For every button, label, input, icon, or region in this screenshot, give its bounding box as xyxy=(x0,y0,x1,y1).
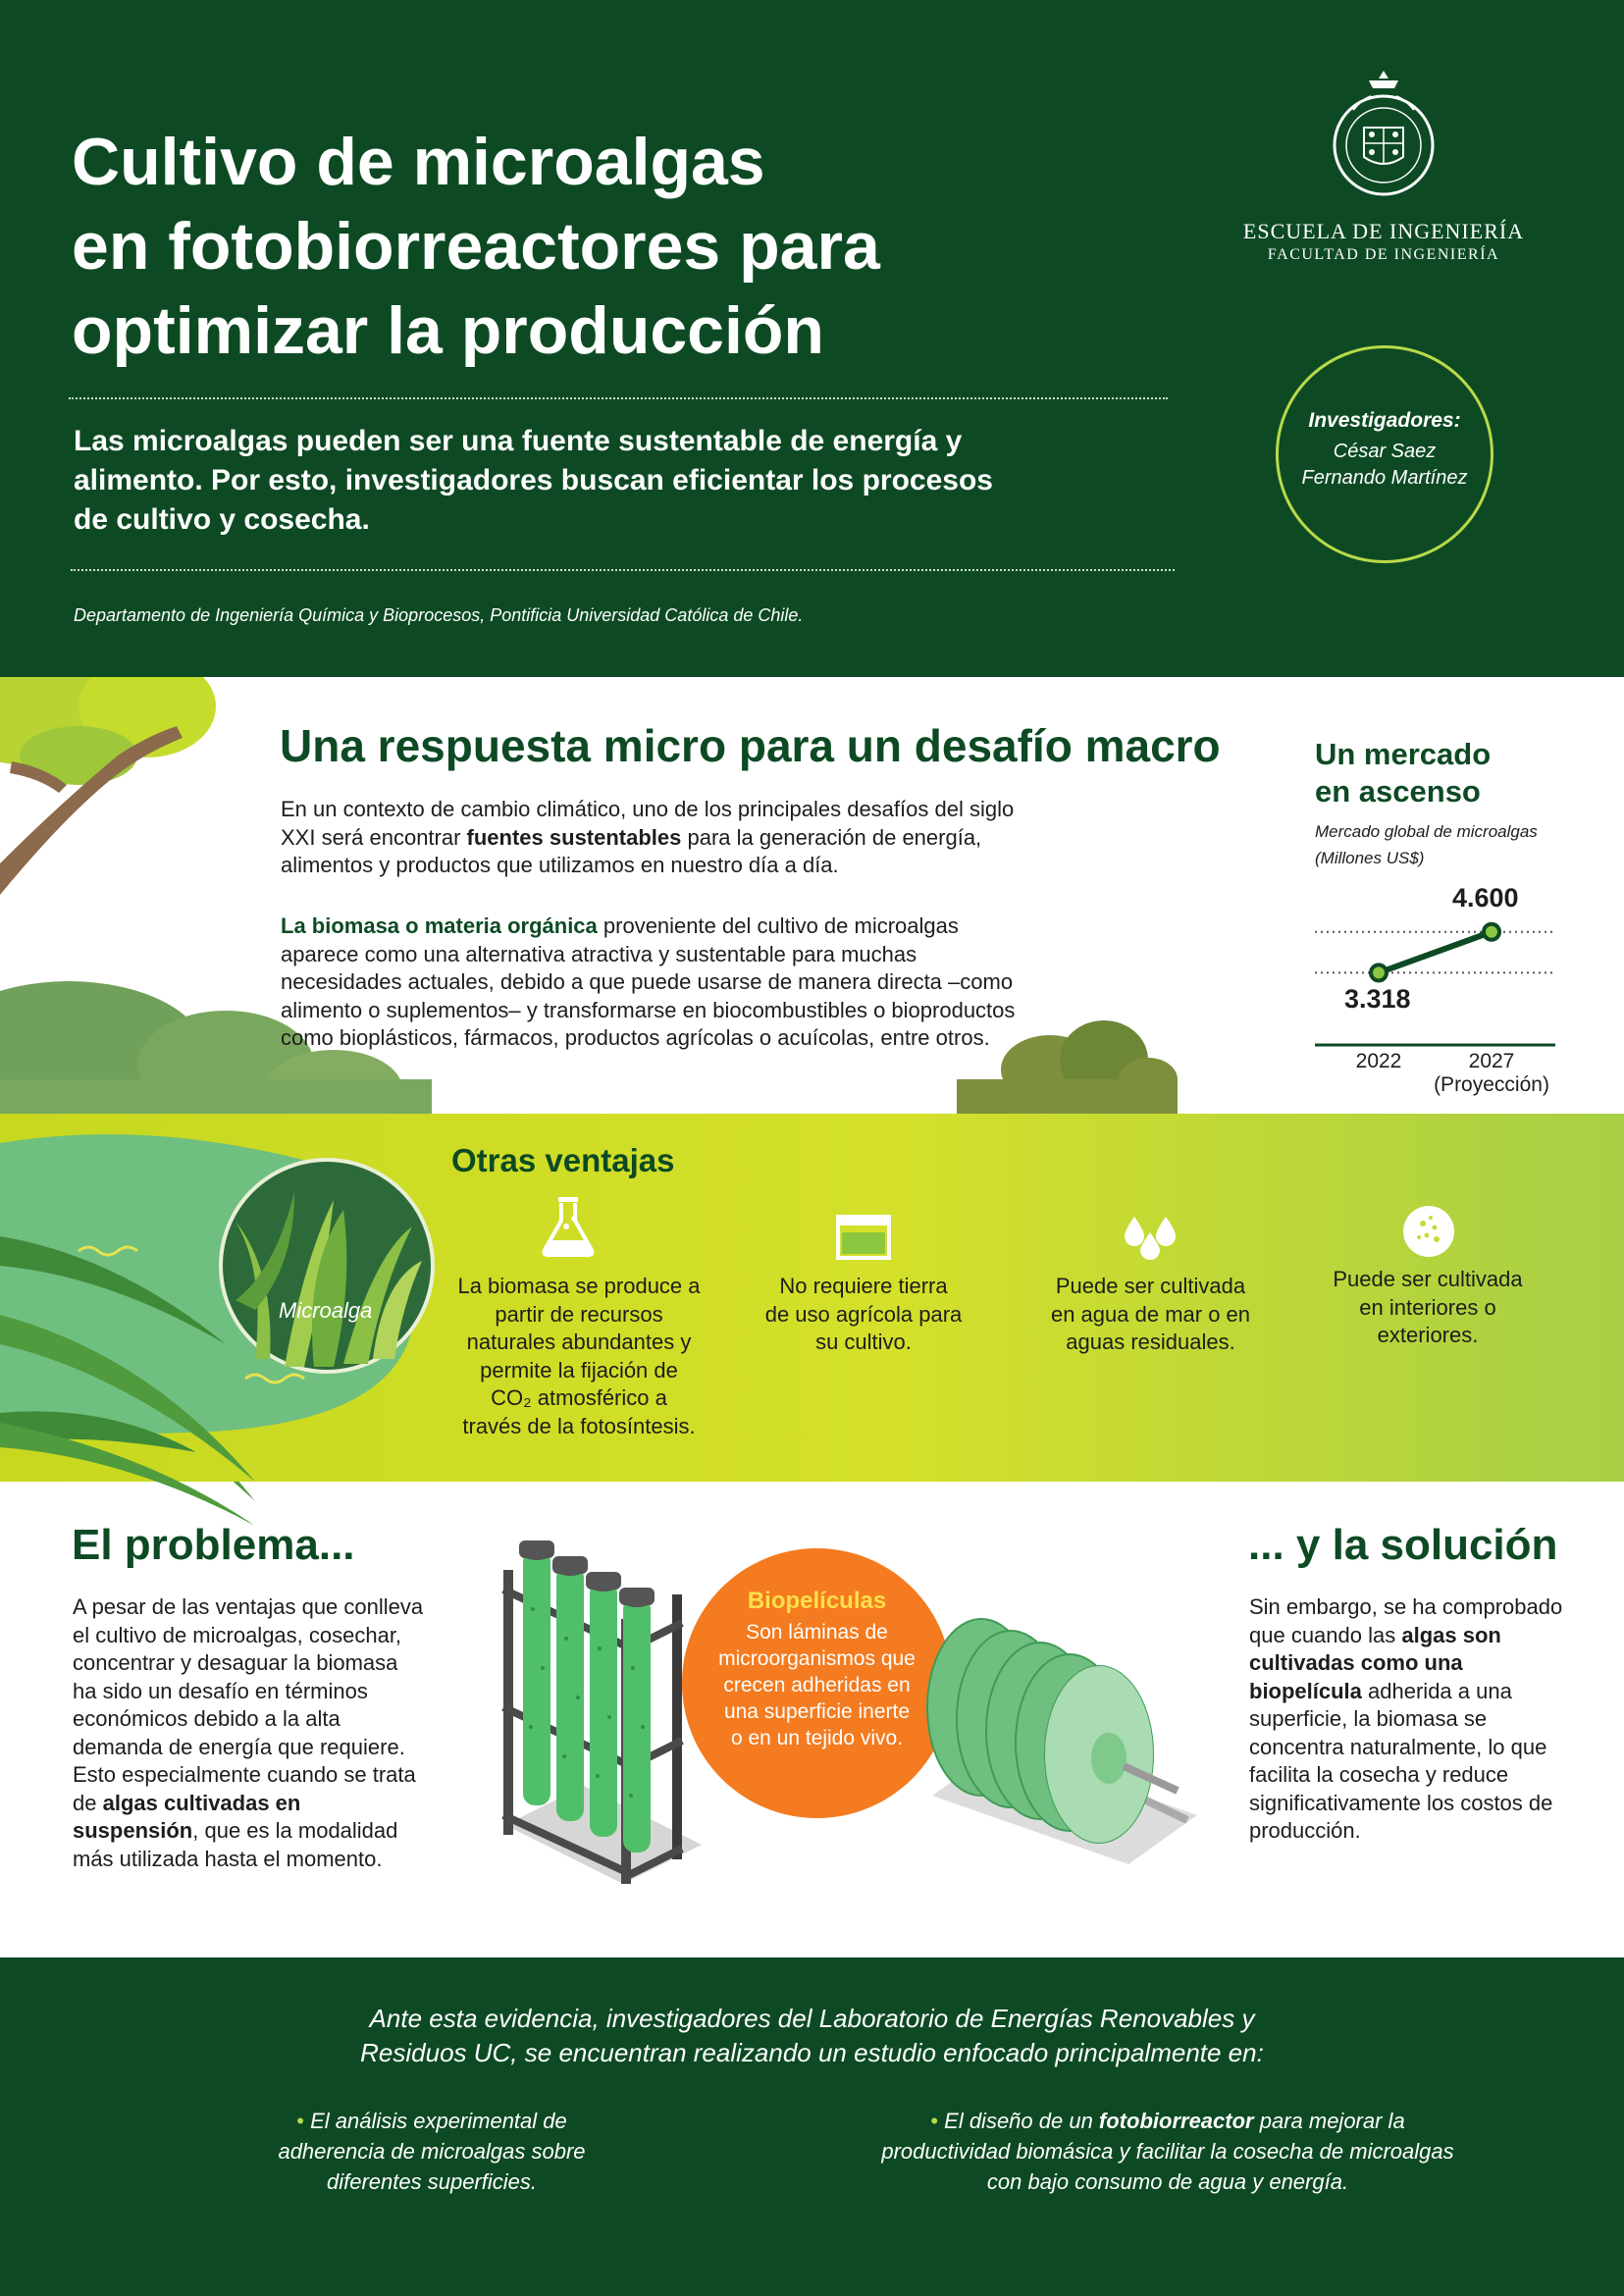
divider xyxy=(69,397,1168,399)
series-line xyxy=(1379,932,1492,973)
bullet-text-bold: fotobiorreactor xyxy=(1098,2109,1254,2133)
footer-intro-line: Residuos UC, se encuentran realizando un estudio enfocado principalmente en: xyxy=(360,2038,1264,2067)
footer-bullet xyxy=(226,2106,638,2197)
bullet-line: con bajo consumo de agua y energía. xyxy=(986,2169,1349,2194)
problem-title: El problema... xyxy=(72,1521,355,1569)
advantages-title: Otras ventajas xyxy=(451,1142,675,1178)
soil-container-icon xyxy=(836,1215,891,1260)
advantage-line: en agua de mar o en xyxy=(1050,1301,1251,1327)
school-name: ESCUELA DE INGENIERÍA xyxy=(1242,219,1525,243)
x-tick-label xyxy=(1320,1050,1438,1073)
biomass-paragraph xyxy=(281,913,1026,1053)
bullet-line: El análisis experimental de xyxy=(310,2109,567,2133)
advantage-line: CO₂ atmosférico a xyxy=(491,1385,667,1410)
bullet-dot-icon: • xyxy=(930,2109,939,2133)
advantage-item xyxy=(741,1273,986,1357)
problem-text xyxy=(73,1593,426,1873)
text-run-bold: La biomasa o materia orgánica xyxy=(281,913,598,938)
advantage-item xyxy=(446,1273,711,1440)
text-run: A pesar de las ventajas que conlleva el cultivo de microalgas, cosechar, concentrar y desaguar la biomasa ha sido un desafío en términos económicos debido a la alta demanda de energía que requiere. Esto especialmente cuando se trata de xyxy=(73,1594,424,1815)
biofilm-line: crecen adheridas en xyxy=(723,1674,911,1696)
advantage-line: permite la fijación de xyxy=(480,1357,678,1383)
data-point xyxy=(1484,924,1499,940)
advantage-item xyxy=(1305,1266,1550,1350)
solution-text xyxy=(1249,1593,1573,1846)
advantage-line: partir de recursos xyxy=(495,1301,663,1327)
category-note: (Proyección) xyxy=(1434,1073,1549,1096)
biofilm-line: microorganismos que xyxy=(718,1647,916,1670)
water-drops-icon xyxy=(1123,1213,1178,1262)
advantage-line: Puede ser cultivada xyxy=(1333,1267,1523,1291)
faculty-name: FACULTAD DE INGENIERÍA xyxy=(1267,246,1500,263)
market-title-line: en ascenso xyxy=(1315,774,1481,809)
microalga-label: Microalga xyxy=(279,1298,373,1323)
advantage-line: en interiores o xyxy=(1359,1294,1496,1320)
leaf-decoration xyxy=(0,1413,275,1531)
text-run: proveniente del cultivo de microalgas aparece como una alternativa atractiva y sustentable para muchas necesidades actuales, debido a que puede usarse de manera directa –como alimento o suplementos– y transformarse en biocombustibles o bioproductos como bioplásticos, fármacos, productos agrícolas o acuícolas, entre otros. xyxy=(281,913,1016,1050)
data-point xyxy=(1371,965,1387,980)
flask-icon xyxy=(541,1195,596,1258)
x-tick-label xyxy=(1433,1050,1550,1097)
cell-icon xyxy=(1401,1204,1456,1259)
researchers-badge xyxy=(1276,345,1493,563)
text-run: para la generación de energía, alimentos y productos que utilizamos en nuestro día a día. xyxy=(281,824,982,877)
text-run-bold: algas son cultivadas como una biopelícula xyxy=(1249,1622,1501,1703)
subtitle-line: de cultivo y cosecha. xyxy=(74,503,370,536)
market-panel xyxy=(1315,736,1570,871)
text-run: En un contexto de cambio climático, uno de los principales desafíos del siglo XXI será encontrar xyxy=(281,797,1015,850)
advantage-line: naturales abundantes y xyxy=(466,1330,692,1354)
biofilm-title: Biopelículas xyxy=(747,1588,887,1614)
market-subtitle-line: (Millones US$) xyxy=(1315,849,1425,867)
advantage-line: través de la fotosíntesis. xyxy=(462,1413,696,1438)
researchers-heading: Investigadores: xyxy=(1308,409,1461,432)
market-subtitle xyxy=(1315,818,1570,871)
rotating-disc-reactor-illustration xyxy=(913,1599,1207,1874)
researcher-name: César Saez xyxy=(1333,441,1437,462)
bullet-text: para mejorar la xyxy=(1253,2109,1405,2133)
intro-paragraph xyxy=(281,796,1026,880)
institution-logo xyxy=(1217,69,1550,264)
university-seal-icon xyxy=(1330,69,1438,201)
biofilm-line: una superficie inerte xyxy=(723,1700,911,1723)
page-title xyxy=(72,120,1102,373)
text-run: , que es la modalidad más utilizada hasta el momento. xyxy=(73,1818,398,1871)
market-title-line: Un mercado xyxy=(1315,737,1492,771)
tubular-photobioreactor-illustration xyxy=(496,1531,711,1894)
section-title: Una respuesta micro para un desafío macro xyxy=(280,720,1221,771)
subtitle-line: alimento. Por esto, investigadores buscan eficientar los procesos xyxy=(74,464,993,496)
biofilm-line: Son láminas de xyxy=(746,1621,888,1644)
data-label: 4.600 xyxy=(1452,882,1519,913)
tree-canopy xyxy=(0,677,216,895)
department-credit: Departamento de Ingeniería Química y Bioprocesos, Pontificia Universidad Católica de Chile. xyxy=(74,605,804,625)
title-line: optimizar la producción xyxy=(72,293,824,368)
solution-title: ... y la solución xyxy=(1248,1521,1558,1569)
divider xyxy=(71,569,1175,571)
market-subtitle-line: Mercado global de microalgas xyxy=(1315,822,1538,841)
subtitle-line: Las microalgas pueden ser una fuente sustentable de energía y xyxy=(74,425,963,457)
bullet-dot-icon: • xyxy=(296,2109,304,2133)
advantage-line: aguas residuales. xyxy=(1066,1330,1235,1354)
advantage-line: exteriores. xyxy=(1377,1323,1479,1347)
advantage-line: de uso agrícola para xyxy=(764,1301,963,1327)
category-label: 2027 xyxy=(1468,1050,1515,1072)
bullet-line: diferentes superficies. xyxy=(327,2169,537,2194)
advantage-item xyxy=(1025,1273,1276,1357)
data-label: 3.318 xyxy=(1344,984,1411,1015)
biofilm-text xyxy=(682,1619,952,1751)
market-title xyxy=(1315,736,1570,810)
biofilm-definition xyxy=(682,1548,952,1818)
text-run-bold: algas cultivadas en suspensión xyxy=(73,1790,301,1843)
footer-intro-line: Ante esta evidencia, investigadores del Laboratorio de Energías Renovables y xyxy=(369,2004,1255,2033)
bullet-text: El diseño de un xyxy=(944,2109,1099,2133)
title-line: Cultivo de microalgas xyxy=(72,125,765,199)
biofilm-line: o en un tejido vivo. xyxy=(730,1727,904,1749)
page-subtitle xyxy=(74,422,1074,540)
bullet-line: adherencia de microalgas sobre xyxy=(278,2139,586,2164)
bullet-line: productividad biomásica y facilitar la cosecha de microalgas xyxy=(881,2139,1454,2164)
advantage-line: La biomasa se produce a xyxy=(457,1274,701,1298)
advantage-line: su cultivo. xyxy=(815,1330,912,1354)
advantage-line: Puede ser cultivada xyxy=(1055,1274,1246,1298)
text-run: Sin embargo, se ha comprobado que cuando las xyxy=(1249,1594,1563,1647)
researcher-name: Fernando Martínez xyxy=(1301,467,1468,489)
advantage-line: No requiere tierra xyxy=(779,1274,948,1298)
header-banner xyxy=(0,0,1624,677)
text-run-bold: fuentes sustentables xyxy=(466,824,682,850)
footer-intro xyxy=(324,2002,1300,2070)
category-label: 2022 xyxy=(1355,1050,1402,1072)
footer-bullet xyxy=(864,2106,1472,2197)
text-run: adherida a una superficie, la biomasa se concentra naturalmente, lo que facilita la cosecha y reduce significativamente los costos de producción. xyxy=(1249,1678,1553,1843)
title-line: en fotobiorreactores para xyxy=(72,209,880,284)
market-chart xyxy=(1310,873,1565,1109)
